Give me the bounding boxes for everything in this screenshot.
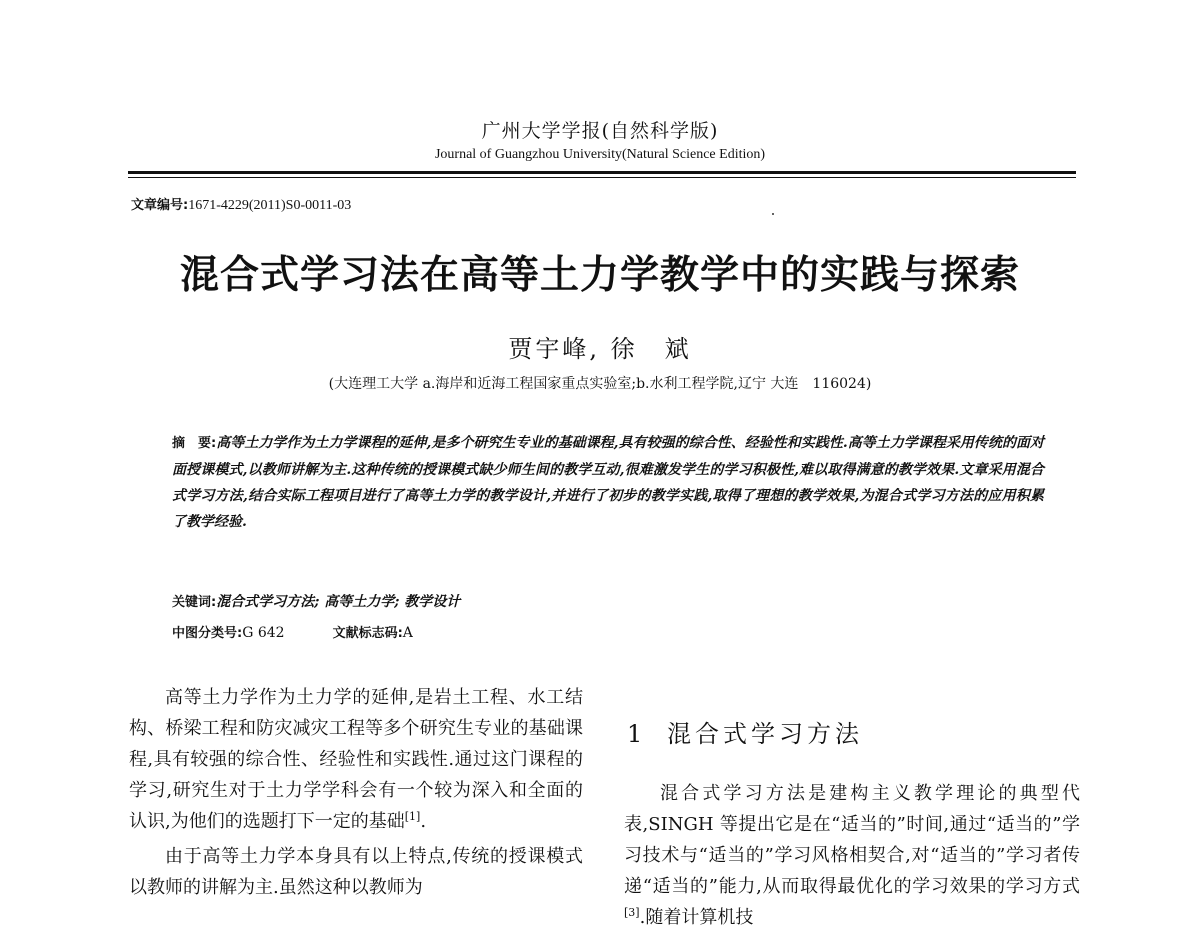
abstract	[172, 430, 1044, 535]
section-number: 1	[627, 720, 643, 748]
scan-speck	[772, 213, 774, 215]
article-number-label: 文章编号:	[131, 198, 189, 213]
article-number	[131, 194, 351, 214]
article-number-value: 1671-4229(2011)S0-0011-03	[188, 198, 352, 213]
doc-code-label: 文献标志码:	[332, 626, 403, 641]
clc-label: 中图分类号:	[172, 626, 243, 641]
journal-name-cn: 广州大学学报(自然科学版)	[481, 120, 719, 142]
body-paragraph	[129, 682, 583, 837]
keywords	[172, 591, 460, 611]
body-paragraph-end: .	[420, 811, 427, 832]
paper-title: 混合式学习法在高等土力学教学中的实践与探索	[179, 252, 1020, 298]
body-paragraph-text: 高等土力学作为土力学的延伸,是岩土工程、水工结构、桥梁工程和防灾减灾工程等多个研究生专业的基础课程,具有较强的综合性、经验性和实践性.通过这门课程的学习,研究生对于土力学学科会有一个较为深入和全面的认识,为他们的选题打下一定的基础	[129, 687, 583, 832]
body-right-column	[624, 778, 1080, 933]
authors: 贾宇峰, 徐 斌	[508, 335, 692, 363]
keywords-text: 混合式学习方法; 高等土力学; 教学设计	[216, 594, 461, 610]
journal-name-en: Journal of Guangzhou University(Natural Science Edition)	[434, 147, 766, 162]
keywords-label: 关键词:	[172, 595, 217, 610]
section-title: 混合式学习方法	[667, 720, 863, 748]
classification-line	[172, 622, 413, 641]
body-left-column	[129, 682, 583, 903]
affiliation: (大连理工大学 a.海岸和近海工程国家重点实验室;b.水利工程学院,辽宁 大连 116024)	[328, 376, 872, 392]
abstract-label: 摘 要:	[172, 436, 217, 451]
body-paragraph	[624, 778, 1080, 933]
header-rule-thick	[128, 171, 1076, 174]
body-paragraph	[129, 841, 583, 903]
citation-ref: [1]	[404, 810, 421, 823]
body-paragraph-text: 由于高等土力学本身具有以上特点,传统的授课模式以教师的讲解为主.虽然这种以教师为	[129, 846, 583, 898]
citation-ref: [3]	[624, 906, 640, 919]
body-paragraph-text: 混合式学习方法是建构主义教学理论的典型代表,SINGH 等提出它是在“适当的”时间,通过“适当的”学习技术与“适当的”学习风格相契合,对“适当的”学习者传递“适当的”能力,从而取得最优化的学习效果的学习方式	[624, 783, 1080, 897]
abstract-text: 高等土力学作为土力学课程的延伸,是多个研究生专业的基础课程,具有较强的综合性、经验性和实践性.高等土力学课程采用传统的面对面授课模式,以教师讲解为主.这种传统的授课模式缺少师生间的教学互动,很难激发学生的学习积极性,难以取得满意的教学效果.文章采用混合式学习方法,结合实际工程项目进行了高等土力学的教学设计,并进行了初步的教学实践,取得了理想的教学效果,为混合式学习方法的应用积累了教学经验.	[172, 435, 1045, 530]
section-heading	[627, 714, 863, 749]
body-paragraph-end: .随着计算机技	[639, 907, 754, 928]
header-rule-thin	[128, 177, 1076, 178]
clc-value: G 642	[242, 625, 285, 641]
doc-code-value: A	[402, 625, 413, 641]
